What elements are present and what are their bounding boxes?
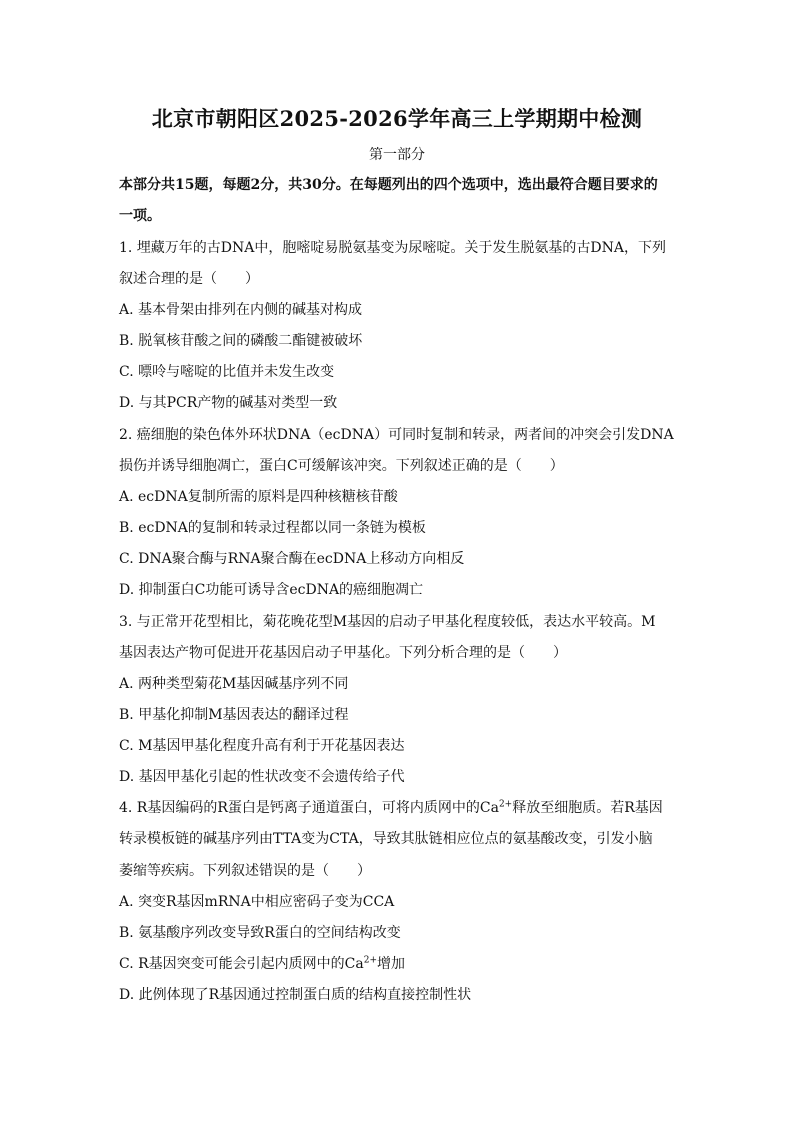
q3-stem-line-1: 3. 与正常开花型相比，菊花晚花型M基因的启动子甲基化程度较低，表达水平较高。M — [119, 614, 656, 630]
q4-option-c — [119, 954, 405, 974]
q3-option-a: A. 两种类型菊花M基因碱基序列不同 — [119, 676, 349, 692]
q4-stem-text-a: 4. R基因编码的R蛋白是钙离子通道蛋白，可将内质网中的Ca — [119, 800, 499, 816]
q1-stem-line-2: 叙述合理的是（ ） — [119, 271, 259, 287]
q1-option-b: B. 脱氧核苷酸之间的磷酸二酯键被破坏 — [119, 333, 363, 349]
section-title: 第一部分 — [369, 147, 425, 163]
q4-option-b: B. 氨基酸序列改变导致R蛋白的空间结构改变 — [119, 925, 401, 941]
q2-stem-line-1: 2. 癌细胞的染色体外环状DNA（ecDNA）可同时复制和转录，两者间的冲突会引发DNA — [119, 427, 674, 443]
q4-option-d: D. 此例体现了R基因通过控制蛋白质的结构直接控制性状 — [119, 987, 472, 1003]
q4-option-c-ion-charge: 2+ — [363, 955, 377, 966]
instructions-line-1: 本部分共15题，每题2分，共30分。在每题列出的四个选项中，选出最符合题目要求的 — [119, 177, 658, 193]
instructions-line-2: 一项。 — [119, 208, 161, 224]
q4-stem-line-3: 萎缩等疾病。下列叙述错误的是（ ） — [119, 863, 371, 879]
q4-ion-charge: 2+ — [498, 799, 513, 810]
q4-stem-line-1 — [119, 798, 663, 818]
q2-option-d: D. 抑制蛋白C功能可诱导含ecDNA的癌细胞凋亡 — [119, 582, 424, 598]
q3-option-c: C. M基因甲基化程度升高有利于开花基因表达 — [119, 738, 405, 754]
page-title: 北京市朝阳区2025-2026学年高三上学期期中检测 — [151, 106, 643, 131]
q3-option-b: B. 甲基化抑制M基因表达的翻译过程 — [119, 707, 349, 723]
q2-option-b: B. ecDNA的复制和转录过程都以同一条链为模板 — [119, 520, 426, 536]
q3-option-d: D. 基因甲基化引起的性状改变不会遗传给子代 — [119, 769, 405, 785]
q1-option-d: D. 与其PCR产物的碱基对类型一致 — [119, 395, 338, 411]
q3-stem-line-2: 基因表达产物可促进开花基因启动子甲基化。下列分析合理的是（ ） — [119, 645, 567, 661]
q1-option-a: A. 基本骨架由排列在内侧的碱基对构成 — [119, 302, 363, 318]
q1-stem-line-1: 1. 埋藏万年的古DNA中，胞嘧啶易脱氨基变为尿嘧啶。关于发生脱氨基的古DNA，下列 — [119, 240, 666, 256]
q2-option-c: C. DNA聚合酶与RNA聚合酶在ecDNA上移动方向相反 — [119, 551, 465, 567]
q2-stem-line-2: 损伤并诱导细胞凋亡，蛋白C可缓解该冲突。下列叙述正确的是（ ） — [119, 458, 564, 474]
q4-option-a: A. 突变R基因mRNA中相应密码子变为CCA — [119, 894, 395, 910]
q1-option-c: C. 嘌呤与嘧啶的比值并未发生改变 — [119, 364, 335, 380]
q4-stem-text-b: 释放至细胞质。若R基因 — [512, 800, 663, 816]
q4-stem-line-2: 转录模板链的碱基序列由TTA变为CTA，导致其肽链相应位点的氨基酸改变，引发小脑 — [119, 831, 653, 847]
q4-option-c-text-a: C. R基因突变可能会引起内质网中的Ca — [119, 956, 364, 972]
q4-option-c-text-b: 增加 — [377, 956, 405, 972]
q2-option-a: A. ecDNA复制所需的原料是四种核糖核苷酸 — [119, 489, 398, 505]
